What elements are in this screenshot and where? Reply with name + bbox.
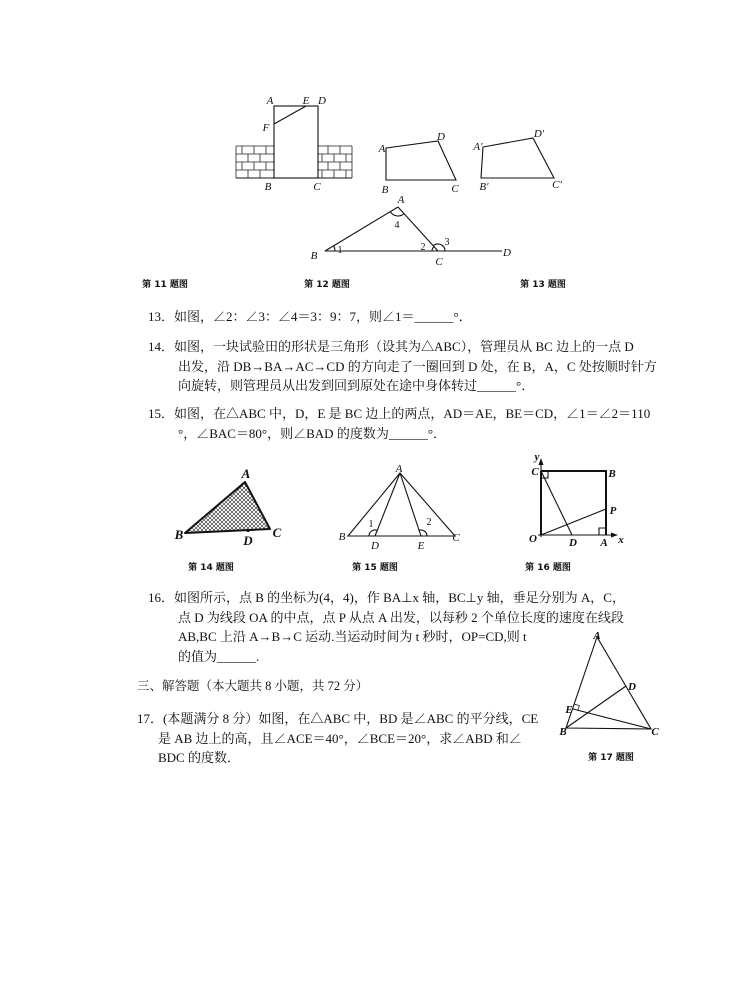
label-d: D	[318, 95, 326, 107]
hatched-triangle	[185, 482, 270, 533]
x-axis-arrow-icon	[611, 533, 618, 538]
label-a: A	[593, 630, 601, 642]
isosceles-triangle-figure	[339, 463, 461, 552]
label-o: O	[529, 533, 537, 545]
label-b: B	[381, 184, 389, 196]
question-line: 16．如图所示，点 B 的坐标为(4，4)，作 BA⊥x 轴，BC⊥y 轴，垂足分别为 A，C，	[148, 590, 625, 605]
label-angle-3: 3	[444, 237, 450, 248]
label-c: C	[313, 181, 321, 193]
side-ac	[398, 207, 438, 251]
question-13	[148, 307, 472, 327]
segment-ad	[375, 473, 400, 536]
segment-op	[541, 509, 606, 535]
hatched-triangle-figure	[174, 466, 282, 548]
brick-wall-left	[236, 146, 274, 178]
wall-figure	[236, 95, 352, 193]
caption-fig-13: 第 13 题图	[520, 280, 566, 290]
label-d: D	[569, 537, 577, 549]
label-a-prime: A′	[473, 141, 483, 153]
brick-wall-right	[318, 146, 352, 178]
question-line: 13．如图，∠2：∠3：∠4＝3：9：7，则∠1＝______°．	[148, 309, 472, 324]
label-a: A	[395, 463, 403, 475]
side-ab	[325, 207, 398, 251]
quadrilateral-pair	[378, 128, 563, 196]
label-a: A	[378, 143, 386, 155]
question-line: 向旋转，则管理员从出发到回到原处在途中身体转过______°．	[178, 378, 535, 393]
question-line: BDC 的度数．	[158, 750, 240, 765]
altitude-ce	[573, 709, 651, 729]
label-d: D	[243, 533, 253, 548]
label-e: E	[417, 540, 425, 552]
question-line: AB,BC 上沿 A→B→C 运动.当运动时间为 t 秒时，OP=CD,则 t	[178, 629, 527, 644]
question-line: 15．如图，在△ABC 中，D，E 是 BC 边上的两点，AD＝AE，BE＝CD，∠1＝∠2＝110	[148, 406, 651, 421]
question-line: 17．(本题满分 8 分）如图，在△ABC 中，BD 是∠ABC 的平分线，CE	[137, 711, 539, 726]
label-b: B	[310, 250, 318, 262]
question-line: 14．如图，一块试验田的形状是三角形（设其为△ABC），管理员从 BC 边上的一点 D	[148, 339, 634, 354]
label-x: x	[618, 534, 624, 546]
caption-fig-14: 第 14 题图	[188, 563, 234, 573]
label-c: C	[531, 466, 539, 478]
angle-arc-1	[334, 246, 335, 251]
triangle-abc	[348, 473, 455, 536]
label-d: D	[371, 540, 379, 552]
label-c: C	[435, 256, 443, 268]
label-f: F	[262, 122, 270, 134]
question-line: °，∠BAC＝80°，则∠BAD 的度数为______°．	[178, 425, 447, 441]
segment-cd	[541, 471, 572, 535]
label-a: A	[241, 466, 251, 481]
caption-fig-16: 第 16 题图	[525, 563, 571, 573]
label-b: B	[174, 527, 184, 542]
point-d	[246, 529, 249, 532]
label-d-prime: D′	[533, 128, 545, 140]
label-b: B	[608, 468, 616, 480]
question-16	[148, 588, 625, 666]
question-line: 的值为______.	[178, 648, 260, 664]
label-d: D	[628, 681, 636, 693]
angle-arc-2	[432, 247, 434, 251]
label-p: P	[609, 505, 617, 517]
label-e: E	[302, 95, 310, 107]
question-line: 点 D 为线段 OA 的中点，点 P 从点 A 出发，以每秒 2 个单位长度的速度在线段	[178, 609, 624, 625]
quadrilateral-abcd-prime	[481, 138, 554, 178]
question-17	[137, 709, 538, 768]
label-a: A	[600, 537, 608, 549]
caption-fig-12: 第 12 题图	[304, 280, 350, 290]
label-angle-4: 4	[394, 220, 400, 231]
label-c-prime: C′	[552, 179, 562, 191]
label-b: B	[559, 726, 567, 738]
label-angle-2: 2	[420, 242, 426, 253]
angle-arc-4	[390, 212, 404, 216]
bisector-bd	[566, 686, 626, 728]
label-c: C	[452, 532, 460, 544]
segment-ae	[400, 473, 421, 536]
question-14	[148, 337, 657, 396]
section-title: 三、解答题（本大题共 8 小题，共 72 分）	[137, 679, 369, 693]
label-a: A	[266, 95, 274, 107]
angle-triangle-figure	[311, 194, 511, 268]
right-angle-mark-a	[599, 528, 606, 535]
question-15	[148, 404, 650, 443]
label-b: B	[338, 531, 346, 543]
label-b: B	[264, 181, 272, 193]
segment-fe	[274, 106, 306, 124]
question-line: 是 AB 边上的高，且∠ACE＝40°，∠BCE＝20°，求∠ABD 和∠	[158, 730, 522, 746]
quadrilateral-abcd	[386, 141, 456, 180]
label-c: C	[272, 525, 282, 540]
label-angle-2: 2	[426, 517, 432, 528]
coordinate-square-figure	[529, 451, 624, 549]
label-c: C	[451, 183, 459, 195]
caption-fig-11: 第 11 题图	[142, 280, 188, 290]
plot-rectangle	[274, 106, 318, 178]
label-d: D	[503, 247, 511, 259]
label-c: C	[651, 726, 659, 738]
label-a: A	[397, 194, 405, 206]
label-b-prime: B′	[479, 181, 489, 193]
square-oabc	[541, 471, 606, 535]
label-y: y	[534, 451, 540, 463]
caption-fig-15: 第 15 题图	[352, 563, 398, 573]
label-angle-1: 1	[337, 245, 343, 256]
label-angle-1: 1	[368, 519, 374, 530]
question-line: 出发，沿 DB→BA→AC→CD 的方向走了一圈回到 D 处，在 B，A，C 处按顺时针方	[178, 358, 657, 374]
label-e: E	[565, 704, 573, 716]
caption-fig-17: 第 17 题图	[588, 753, 634, 763]
label-d: D	[437, 131, 445, 143]
